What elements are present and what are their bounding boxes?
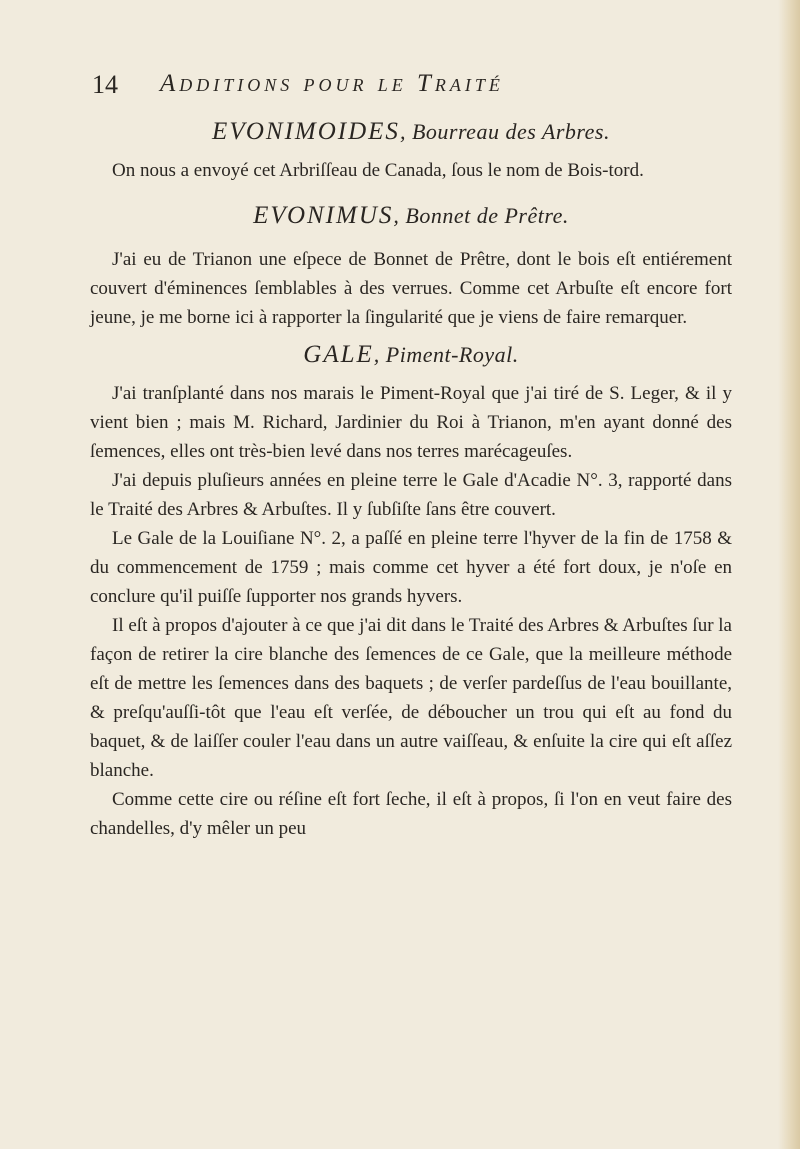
running-title: Additions pour le Traité (160, 70, 504, 97)
heading-subtitle: , Bourreau des Arbres. (399, 119, 610, 144)
section-heading-gale (90, 341, 732, 369)
section-heading-evonimus (90, 202, 732, 230)
page-number: 14 (92, 70, 118, 99)
paragraph: Il eſt à propos d'ajouter à ce que j'ai dit dans le Traité des Arbres & Arbuſtes ſur la façon de retirer la cire blanche des ſemences de ce Gale, que la meilleure méthode eſt de mettre les ſemences dans des baquets ; de verſer pardeſſus de l'eau bouillante, & preſqu'auſſi-tôt que l'eau eſt verſée, de déboucher un trou qui eſt au fond du baquet, & de laiſſer couler l'eau dans un autre vaiſſeau, & enſuite la cire qui eſt aſſez blanche. (90, 615, 732, 781)
paragraph: J'ai depuis pluſieurs années en pleine terre le Gale d'Acadie N°. 3, rapporté dans le Traité des Arbres & Arbuſtes. Il y ſubſiſte ſans être couvert. (90, 470, 732, 520)
paragraph: J'ai eu de Trianon une eſpece de Bonnet de Prêtre, dont le bois eſt entiérement couvert d'éminences ſemblables à des verrues. Comme cet Arbuſte eſt encore fort jeune, je me borne ici à rapporter la ſingularité que je viens de faire remarquer. (90, 249, 732, 328)
paragraph: J'ai tranſplanté dans nos marais le Piment-Royal que j'ai tiré de S. Leger, & il y vient bien ; mais M. Richard, Jardinier du Roi à Trianon, m'en ayant donné des ſemences, elles ont très-bien levé dans nos terres marécageuſes. (90, 383, 732, 462)
heading-subtitle: , Bonnet de Prêtre. (393, 203, 569, 228)
paragraph: On nous a envoyé cet Arbriſſeau de Canada, ſous le nom de Bois-tord. (112, 160, 644, 181)
heading-name: EVONIMUS (253, 202, 394, 229)
paragraph: Comme cette cire ou réſine eſt fort ſeche, il eſt à propos, ſi l'on en veut faire des chandelles, d'y mêler un peu (90, 789, 732, 839)
section-heading-evonimoides (90, 118, 732, 146)
heading-subtitle: , Piment-Royal. (373, 342, 519, 367)
page-body (90, 118, 732, 843)
paragraph: Le Gale de la Louiſiane N°. 2, a paſſé en pleine terre l'hyver de la fin de 1758 & du commencement de 1759 ; mais comme cet hyver a été fort doux, je n'oſe en conclure qu'il puiſſe ſupporter nos grands hyvers. (90, 528, 732, 607)
heading-name: GALE (303, 341, 374, 368)
page-edge-shadow (778, 0, 800, 1149)
heading-name: EVONIMOIDES (212, 118, 400, 145)
